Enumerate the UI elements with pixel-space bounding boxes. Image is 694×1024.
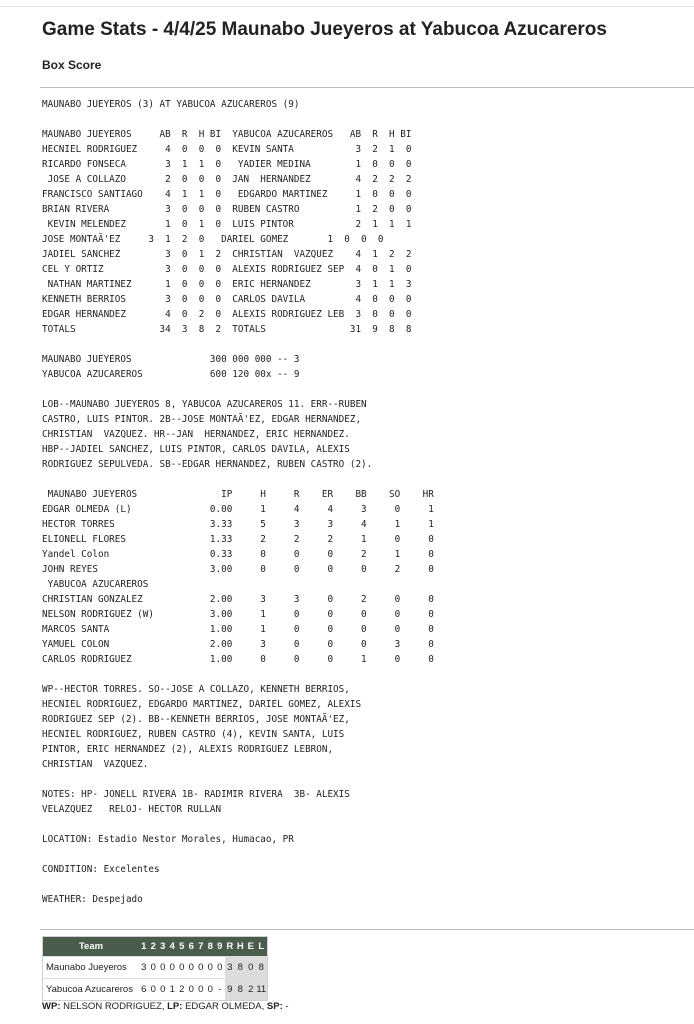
inning-score: 2 [177, 979, 187, 1001]
inning-score: 0 [206, 979, 216, 1001]
section-divider [40, 87, 694, 88]
lob-total: 11 [256, 979, 267, 1001]
lob-total: 8 [256, 957, 267, 979]
inning-score: 0 [196, 957, 206, 979]
header-team: Team [43, 937, 140, 957]
runs-total: 9 [225, 979, 236, 1001]
errors-total: 0 [246, 957, 257, 979]
team-name: Maunabo Jueyeros [43, 957, 140, 979]
linescore-table [42, 936, 268, 1001]
errors-total: 2 [246, 979, 257, 1001]
sp-label: SP: [266, 1001, 283, 1012]
losing-pitcher: EDGAR OLMEDA [185, 1001, 262, 1012]
inning-score: 0 [158, 957, 168, 979]
linescore-row-away [43, 957, 268, 979]
header-lob: L [256, 937, 267, 957]
inning-score: 0 [187, 957, 197, 979]
inning-score: 0 [158, 979, 168, 1001]
header-inning-6: 6 [187, 937, 197, 957]
inning-score: 0 [215, 957, 225, 979]
header-inning-5: 5 [177, 937, 187, 957]
inning-score: 6 [139, 979, 149, 1001]
runs-total: 3 [225, 957, 236, 979]
winning-pitcher: NELSON RODRIGUEZ [63, 1001, 162, 1012]
wp-label: WP: [42, 1001, 61, 1012]
header-inning-1: 1 [139, 937, 149, 957]
inning-score: 0 [149, 957, 159, 979]
save-pitcher: - [285, 1001, 289, 1012]
inning-score: 0 [168, 957, 178, 979]
lp-label: LP: [167, 1001, 183, 1012]
header-inning-3: 3 [158, 937, 168, 957]
inning-score: - [215, 979, 225, 1001]
header-inning-2: 2 [149, 937, 159, 957]
header-hits: H [235, 937, 246, 957]
section-subtitle: Box Score [42, 58, 102, 72]
inning-score: 0 [196, 979, 206, 1001]
header-inning-4: 4 [168, 937, 178, 957]
header-runs: R [225, 937, 236, 957]
inning-score: 3 [139, 957, 149, 979]
top-divider [0, 0, 694, 7]
page-title: Game Stats - 4/4/25 Maunabo Jueyeros at Yabucoa Azucareros [42, 19, 607, 40]
header-inning-8: 8 [206, 937, 216, 957]
linescore-row-home [43, 979, 268, 1001]
hits-total: 8 [235, 957, 246, 979]
hits-total: 8 [235, 979, 246, 1001]
team-name: Yabucoa Azucareros [43, 979, 140, 1001]
inning-score: 0 [177, 957, 187, 979]
inning-score: 0 [206, 957, 216, 979]
linescore-divider [40, 929, 694, 930]
box-score-text: MAUNABO JUEYEROS (3) AT YABUCOA AZUCAREROS (9) MAUNABO JUEYEROS AB R H BI YABUCOA AZUCAREROS AB R H BI HECNIEL RODRIGUEZ 4 0 0 0 KEVIN SANTA 3 2 1 0 RICARDO FONSECA 3 1 1 0 YADIER MEDINA 1 0 0 0 JOSE A COLLAZO 2 0 0 0 JAN HERNANDEZ 4 2 2 2 FRANCISCO SANTIAGO 4 1 1 0 EDGARDO MARTINEZ 1 0 0 0 BRIAN RIVERA 3 0 0 0 RUBEN CASTRO 1 2 0 0 KEVIN MELENDEZ 1 0 1 0 LUIS PINTOR 2 1 1 1 JOSE MONTAÃ'EZ 3 1 2 0 DARIEL GOMEZ 1 0 0 0 JADIEL SANCHEZ 3 0 1 2 CHRISTIAN VAZQUEZ 4 1 2 2 CEL Y ORTIZ 3 0 0 0 ALEXIS RODRIGUEZ SEP 4 0 1 0 NATHAN MARTINEZ 1 0 0 0 ERIC HERNANDEZ 3 1 1 3 KENNETH BERRIOS 3 0 0 0 CARLOS DAVILA 4 0 0 0 EDGAR HERNANDEZ 4 0 2 0 ALEXIS RODRIGUEZ LEB 3 0 0 0 TOTALS 34 3 8 2 TOTALS 31 9 8 8 MAUNABO JUEYEROS 300 000 000 -- 3 YABUCOA AZUCAREROS 600 120 00x -- 9 LOB--MAUNABO JUEYEROS 8, YABUCOA AZUCAREROS 11. ERR--RUBEN CASTRO, LUIS PINTOR. 2B--JOSE MONTAÃ'EZ, EDGAR HERNANDEZ, CHRISTIAN VAZQUEZ. HR--JAN HERNANDEZ, ERIC HERNANDEZ. HBP--JADIEL SANCHEZ, LUIS PINTOR, CARLOS DAVILA, ALEXIS RODRIGUEZ SEPULVEDA. SB--EDGAR HERNANDEZ, RUBEN CASTRO (2). MAUNABO JUEYEROS IP H R ER BB SO HR EDGAR OLMEDA (L) 0.00 1 4 4 3 0 1 HECTOR TORRES 3.33 5 3 3 4 1 1 ELIONELL FLORES 1.33 2 2 2 1 0 0 Yandel Colon 0.33 0 0 0 2 1 0 JOHN REYES 3.00 0 0 0 0 2 0 YABUCOA AZUCAREROS CHRISTIAN GONZALEZ 2.00 3 3 0 2 0 0 NELSON RODRIGUEZ (W) 3.00 1 0 0 0 0 0 MARCOS SANTA 1.00 1 0 0 0 0 0 YAMUEL COLON 2.00 3 0 0 0 3 0 CARLOS RODRIGUEZ 1.00 0 0 0 1 0 0 WP--HECTOR TORRES. SO--JOSE A COLLAZO, KENNETH BERRIOS, HECNIEL RODRIGUEZ, EDGARDO MARTINEZ, DARIEL GOMEZ, ALEXIS RODRIGUEZ SEP (2). BB--KENNETH BERRIOS, JOSE MONTAÃ'EZ, HECNIEL RODRIGUEZ, RUBEN CASTRO (4), KEVIN SANTA, LUIS PINTOR, ERIC HERNANDEZ (2), ALEXIS RODRIGUEZ LEBRON, CHRISTIAN VAZQUEZ. NOTES: HP- JONELL RIVERA 1B- RADIMIR RIVERA 3B- ALEXIS VELAZQUEZ RELOJ- HECTOR RULLAN LOCATION: Estadio Nestor Morales, Humacao, PR CONDITION: Excelentes WEATHER: Despejado [42, 99, 434, 905]
inning-score: 0 [187, 979, 197, 1001]
header-inning-9: 9 [215, 937, 225, 957]
inning-score: 0 [149, 979, 159, 1001]
inning-score: 1 [168, 979, 178, 1001]
pitchers-of-record: WP: NELSON RODRIGUEZ, LP: EDGAR OLMEDA, SP: - [42, 1001, 289, 1012]
header-inning-7: 7 [196, 937, 206, 957]
linescore-header-row [43, 937, 268, 957]
header-errors: E [246, 937, 257, 957]
